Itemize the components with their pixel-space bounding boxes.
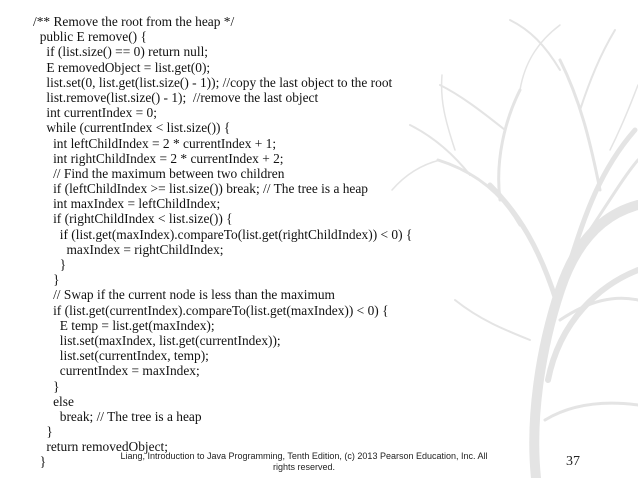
code-line: }: [33, 257, 67, 272]
code-line: return removedObject;: [33, 439, 168, 455]
code-line: if (list.get(maxIndex).compareTo(list.get(rightChildIndex)) < 0) {: [33, 226, 413, 242]
code-line: /** Remove the root from the heap */: [33, 14, 235, 29]
code-line: E temp = list.get(maxIndex);: [33, 317, 215, 333]
code-line: int maxIndex = leftChildIndex;: [33, 196, 221, 212]
code-line: }: [33, 272, 60, 288]
code-line: list.remove(list.size() - 1); //remove the last object: [33, 89, 319, 105]
code-line: if (leftChildIndex >= list.size()) break; // The tree is a heap: [33, 181, 369, 197]
code-line: currentIndex = maxIndex;: [33, 363, 200, 379]
code-line: int currentIndex = 0;: [33, 105, 157, 121]
code-line: if (list.get(currentIndex).compareTo(list.get(maxIndex)) < 0) {: [33, 302, 389, 318]
code-block: [33, 14, 412, 470]
code-line: list.set(maxIndex, list.get(currentIndex));: [33, 332, 281, 348]
code-line: E removedObject = list.get(0);: [33, 59, 211, 75]
code-line: break; // The tree is a heap: [33, 408, 202, 424]
code-line: }: [33, 378, 60, 394]
footer-line-1: Liang, Introduction to Java Programming, Tenth Edition, (c) 2013 Pearson Education, Inc. All: [120, 451, 488, 461]
code-line: public E remove() {: [33, 29, 147, 45]
code-line: int rightChildIndex = 2 * currentIndex + 2;: [33, 150, 284, 166]
code-line: else: [33, 393, 74, 409]
code-line: list.set(currentIndex, temp);: [33, 348, 209, 364]
code-line: if (list.size() == 0) return null;: [33, 44, 209, 60]
code-line: list.set(0, list.get(list.size() - 1)); //copy the last object to the root: [33, 74, 393, 90]
code-line: }: [33, 454, 47, 470]
copyright-footer: [118, 451, 490, 473]
page-number: 37: [566, 454, 580, 469]
code-line: maxIndex = rightChildIndex;: [33, 241, 224, 257]
code-line: if (rightChildIndex < list.size()) {: [33, 211, 233, 227]
footer-line-2: rights reserved.: [272, 462, 336, 472]
code-line: // Find the maximum between two children: [33, 165, 285, 181]
code-line: }: [33, 424, 53, 440]
code-line: // Swap if the current node is less than the maximum: [33, 287, 335, 303]
code-line: while (currentIndex < list.size()) {: [33, 120, 231, 136]
code-line: int leftChildIndex = 2 * currentIndex + 1;: [33, 135, 277, 151]
